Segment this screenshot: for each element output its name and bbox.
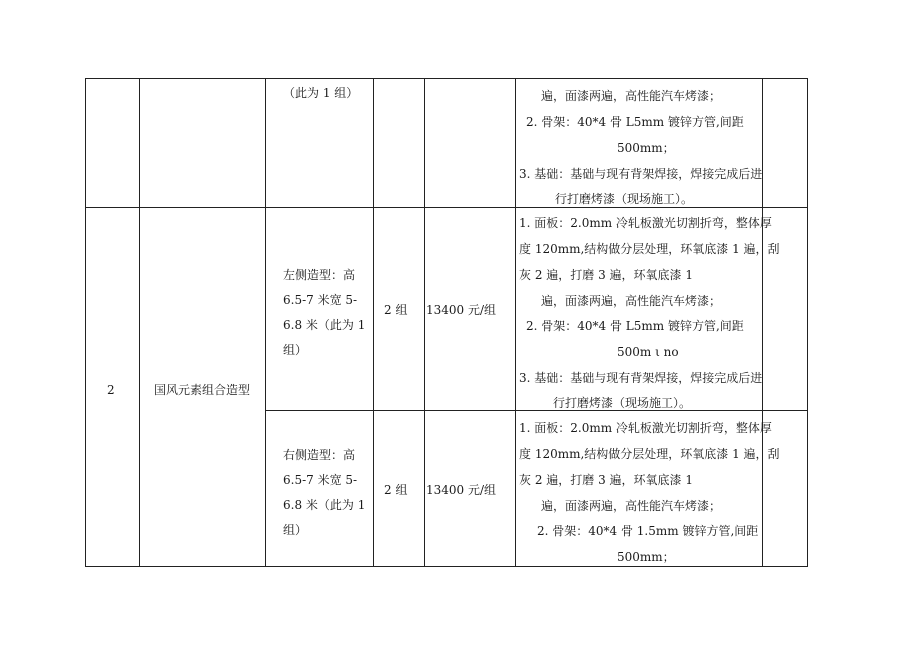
desc-line: 行打磨烤漆（现场施工）。 (555, 192, 694, 206)
col-border-7 (807, 78, 808, 567)
desc-line: 500mm； (617, 550, 675, 564)
desc-line: 灰 2 遍，打磨 3 遍，环氧底漆 1 (519, 473, 693, 487)
desc-line: 2. 骨架：40*4 骨 1.5mm 镀锌方管,间距 (537, 524, 759, 538)
desc-line: 遍，面漆两遍，高性能汽车烤漆； (541, 89, 722, 103)
qty-cell: 2 组 (384, 483, 408, 497)
item-name: 国风元素组合造型 (154, 383, 251, 397)
desc-line: 灰 2 遍，打磨 3 遍，环氧底漆 1 (519, 268, 693, 282)
spec-line: 6.5-7 米宽 5- (283, 293, 358, 307)
row-index: 2 (107, 383, 115, 397)
desc-line: 遍，面漆两遍，高性能汽车烤漆； (541, 294, 722, 308)
table-bottom-border (85, 566, 808, 567)
desc-line: 500mm； (617, 141, 675, 155)
spec-line: 左侧造型：高 (283, 268, 356, 282)
spec-cell-note: （此为 1 组） (283, 86, 359, 100)
row-divider-1 (85, 207, 808, 208)
spec-line: 组） (283, 523, 308, 537)
spec-line: 6.5-7 米宽 5- (283, 473, 358, 487)
desc-line: 3. 基础：基础与现有背架焊接，焊接完成后进 (519, 167, 763, 181)
desc-line: 1. 面板：2.0mm 冷轧板激光切割折弯，整体厚 (519, 421, 772, 435)
col-border-6 (762, 78, 763, 567)
desc-line: 遍，面漆两遍，高性能汽车烤漆； (541, 499, 722, 513)
desc-line: 度 120mm,结构做分层处理，环氧底漆 1 遍，刮 (519, 447, 780, 461)
desc-line: 度 120mm,结构做分层处理，环氧底漆 1 遍，刮 (519, 242, 780, 256)
price-cell: 13400 元/组 (426, 483, 497, 497)
col-border-4 (424, 78, 425, 567)
col-border-5 (515, 78, 516, 567)
spec-line: 6.8 米（此为 1 (283, 318, 366, 332)
spec-line: 右侧造型：高 (283, 448, 356, 462)
desc-line: 2. 骨架：40*4 骨 L5mm 镀锌方管,间距 (526, 115, 744, 129)
desc-line: 行打磨烤漆（现场施工）。 (553, 396, 692, 410)
col-border-2 (265, 78, 266, 567)
col-border-3 (373, 78, 374, 567)
row-divider-sub (265, 410, 808, 411)
desc-line: 2. 骨架：40*4 骨 L5mm 镀锌方管,间距 (526, 319, 744, 333)
col-border-1 (139, 78, 140, 567)
spec-line: 组） (283, 343, 308, 357)
table-top-border (85, 78, 808, 79)
qty-cell: 2 组 (384, 303, 408, 317)
desc-line: 3. 基础：基础与现有背架焊接，焊接完成后进 (519, 371, 763, 385)
spec-line: 6.8 米（此为 1 (283, 498, 366, 512)
desc-line: 1. 面板：2.0mm 冷轧板激光切割折弯，整体厚 (519, 216, 772, 230)
desc-line: 500m ι no (617, 345, 679, 359)
price-cell: 13400 元/组 (426, 303, 497, 317)
col-border-0 (85, 78, 86, 567)
